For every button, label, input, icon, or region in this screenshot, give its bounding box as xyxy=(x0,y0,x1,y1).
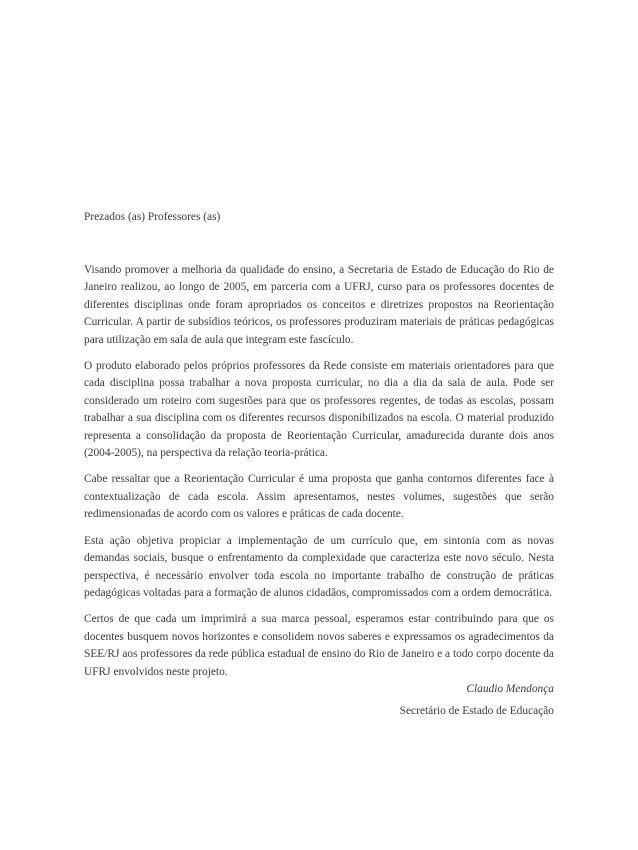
signature-name: Claudio Mendonça xyxy=(466,683,554,695)
paragraph-2: O produto elaborado pelos próprios professores da Rede consiste em materiais orientadores para que cada disciplina possa trabalhar a nova proposta curricular, no dia a dia da sala de aula. Pode ser considerado um roteiro com sugestões para que os professores regentes, de todas as escolas, possam trabalhar a sua disciplina com os diferentes recursos disponibilizados na escola. O material produzido representa a consolidação da proposta de Reorientação Curricular, amadurecida durante dois anos (2004-2005), na perspectiva da relação teoria-prática. xyxy=(84,360,554,460)
signature-title: Secretário de Estado de Educação xyxy=(399,705,554,717)
signature-block xyxy=(84,681,554,719)
salutation: Prezados (as) Professores (as) xyxy=(84,211,221,223)
paragraph-5: Certos de que cada um imprimirá a sua marca pessoal, esperamos estar contribuindo para que os docentes busquem novos horizontes e consolidem novos saberes e expressamos os agradecimentos da SEE/RJ aos professores da rede pública estadual de ensino do Rio de Janeiro e a todo corpo docente da UFRJ envolvidos neste projeto. xyxy=(84,613,554,678)
paragraph-4: Esta ação objetiva propiciar a implementação de um currículo que, em sintonia com as novas demandas sociais, busque o enfrentamento da complexidade que caracteriza este novo século. Nesta perspectiva, é necessário envolver toda escola no importante trabalho de construção de práticas pedagógicas voltadas para a formação de alunos cidadãos, compromissados com a ordem democrática. xyxy=(84,534,554,599)
letter-body xyxy=(84,262,554,690)
paragraph-3: Cabe ressaltar que a Reorientação Curricular é uma proposta que ganha contornos diferentes face à contextualização de cada escola. Assim apresentamos, nestes volumes, sugestões que serão redimensionadas de acordo com os valores e práticas de cada docente. xyxy=(84,473,554,521)
paragraph-1: Visando promover a melhoria da qualidade do ensino, a Secretaria de Estado de Educação do Rio de Janeiro realizou, ao longo de 2005, em parceria com a UFRJ, curso para os professores docentes de diferentes disciplinas onde foram apropriados os conceitos e diretrizes propostos na Reorientação Curricular. A partir de subsídios teóricos, os professores produziram materiais de práticas pedagógicas para utilização em sala de aula que integram este fascículo. xyxy=(84,264,554,346)
